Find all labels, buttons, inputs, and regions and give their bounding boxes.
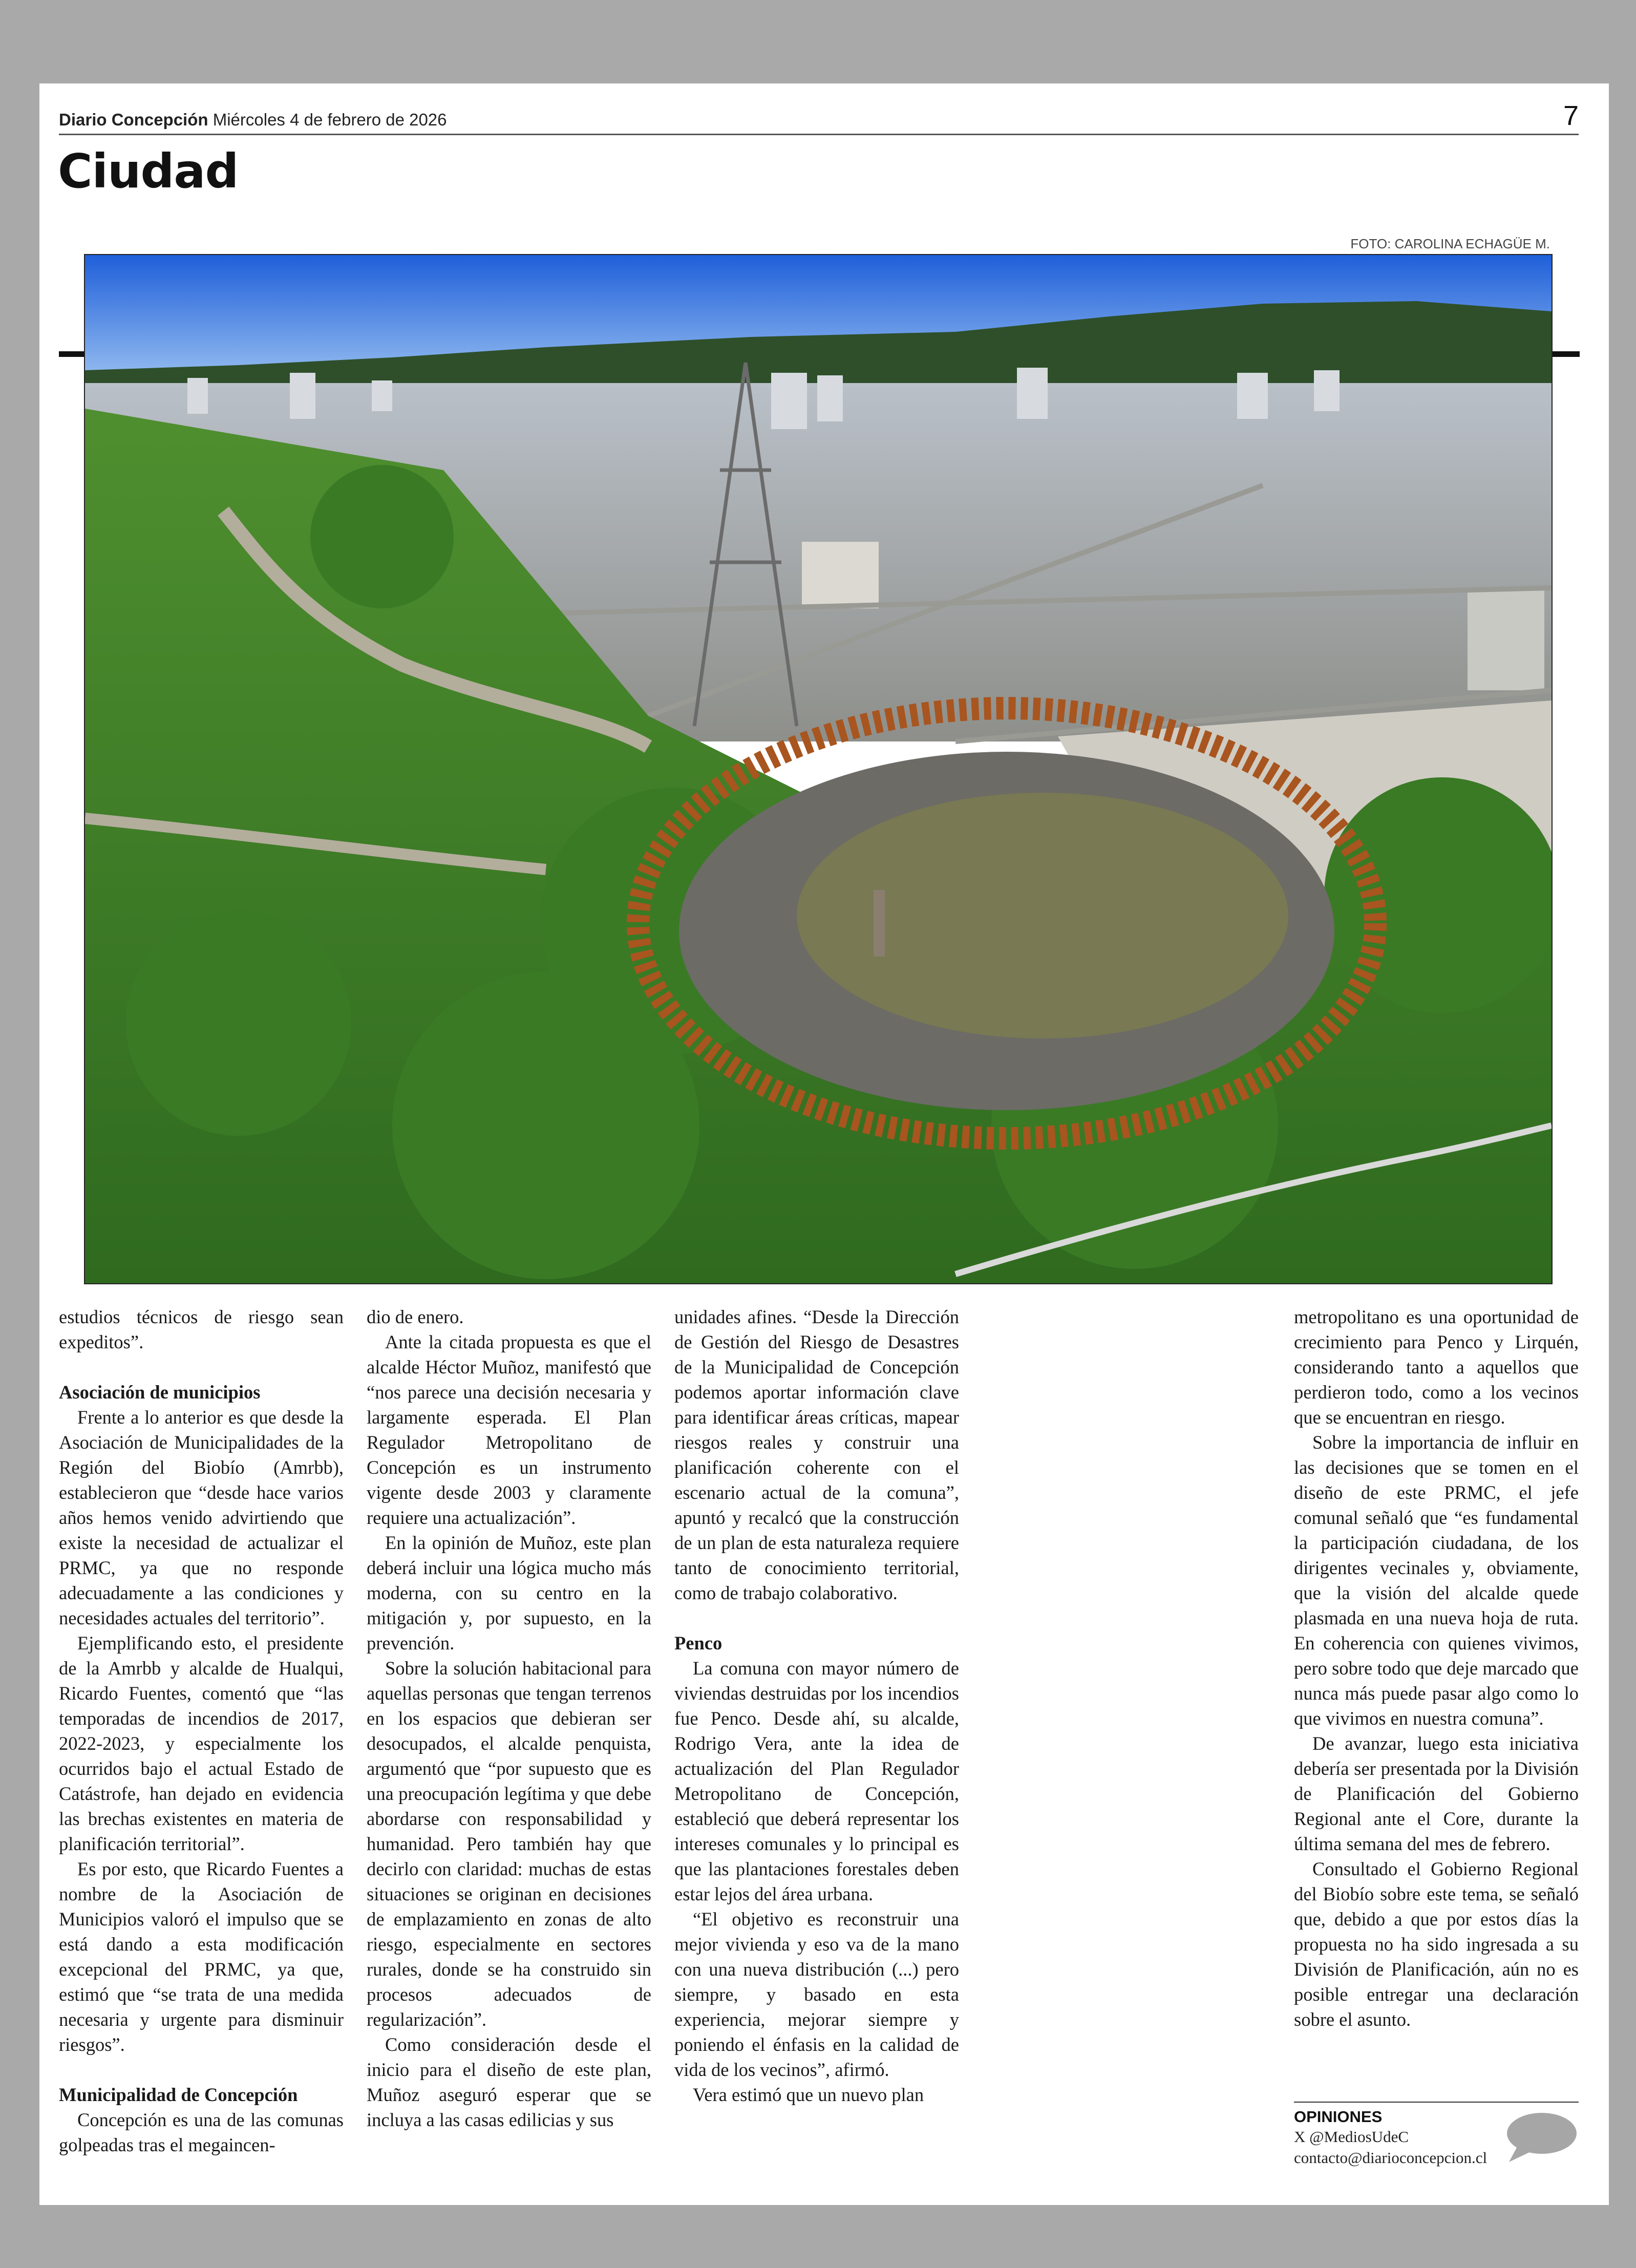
paragraph: Frente a lo anterior es que desde la Asociación de Municipalidades de la Región del Biobío (Amrbb), establecieron que “desde hace varios años hemos venido advirtiendo que existe la necesidad de actualizar el PRMC, ya que no responde adecuadamente a las condiciones y necesidades actuales del territorio”. bbox=[59, 1407, 344, 1628]
masthead bbox=[59, 110, 447, 130]
issue-date: Miércoles 4 de febrero de 2026 bbox=[213, 110, 447, 129]
paragraph: unidades afines. “Desde la Dirección de Gestión del Riesgo de Desastres de la Municipalidad de Concepción podemos aportar información clave para identificar áreas críticas, mapear riesgos reales y construir una planificación coherente con el escenario actual de la comuna”, apuntó y recalcó que la construcción de un plan de esta naturaleza requiere tanto de conocimiento territorial, como de trabajo colaborativo. bbox=[674, 1306, 959, 1603]
paragraph: Vera estimó que un nuevo plan bbox=[693, 2084, 924, 2105]
paragraph: Ejemplificando esto, el presidente de la Amrbb y alcalde de Hualqui, Ricardo Fuentes, comentó que “las temporadas de incendios de 2017, 2022-2023, y especialmente los ocurridos bajo el actual Estado de Catástrofe, han dejado en evidencia las brechas existentes en materia de planificación territorial”. bbox=[59, 1633, 344, 1854]
newspaper-page bbox=[39, 83, 1609, 2205]
section-title: Ciudad bbox=[58, 144, 239, 199]
opinions-title: OPINIONES bbox=[1294, 2108, 1383, 2126]
paragraph: estudios técnicos de riesgo sean expeditos”. bbox=[59, 1306, 344, 1352]
contact-email[interactable]: contacto@diarioconcepcion.cl bbox=[1294, 2149, 1488, 2167]
aerial-photo bbox=[84, 254, 1553, 1284]
subheading-penco: Penco bbox=[674, 1633, 723, 1654]
sculpture bbox=[874, 890, 885, 957]
section-rule-left bbox=[59, 351, 88, 357]
photo-credit: FOTO: CAROLINA ECHAGÜE M. bbox=[1350, 236, 1550, 251]
plaza-grass bbox=[797, 793, 1288, 1038]
paragraph: La comuna con mayor número de viviendas destruidas por los incendios fue Penco. Desde ahí, su alcalde, Rodrigo Vera, ante la idea de actualización del Plan Regulador Metropolitano de Concepción, estableció que deberá representar los intereses comunales y lo principal es que las plantaciones forestales deben estar lejos del área urbana. bbox=[674, 1658, 959, 1904]
paragraph: Concepción es una de las comunas golpeadas tras el megaincen- bbox=[59, 2109, 344, 2155]
paragraph: De avanzar, luego esta iniciativa debería ser presentada por la División de Planificación del Gobierno Regional ante el Core, durante la última semana del mes de febrero. bbox=[1294, 1733, 1579, 1854]
x-handle[interactable]: X @MediosUdeC bbox=[1294, 2128, 1409, 2146]
paragraph: Consultado el Gobierno Regional del Biobío sobre este tema, se señaló que, debido a que por estos días la propuesta no ha sido ingresada a su División de Planificación, aún no es posible entregar una declaración sobre el asunto. bbox=[1294, 1858, 1579, 2030]
paragraph: Es por esto, que Ricardo Fuentes a nombre de la Asociación de Municipios valoró el impulso que se está dando a esta modificación excepcional del PRMC, ya que, estimó que “se trata de una medida necesaria y urgente para disminuir riesgos”. bbox=[59, 1858, 344, 2055]
paragraph: Ante la citada propuesta es que el alcalde Héctor Muñoz, manifestó que “nos parece una decisión necesaria y largamente esperada. El Plan Regulador Metropolitano de Concepción es un instrumento vigente desde 2003 y claramente requiere una actualización”. bbox=[367, 1331, 651, 1528]
paragraph: Sobre la solución habitacional para aquellas personas que tengan terrenos en los espacios que debieran ser desocupados, el alcalde penquista, argumentó que “por supuesto que es una preocupación legítima y que debe abordarse con responsabilidad y humanidad. Pero también hay que decirlo con claridad: muchas de estas situaciones se originan en decisiones de emplazamiento en zonas de alto riesgo, especialmente en sectores rurales, donde se ha construido sin procesos adecuados de regularización”. bbox=[367, 1658, 651, 2030]
article-column-5 bbox=[1294, 1304, 1579, 2032]
speech-bubble-icon bbox=[1502, 2112, 1579, 2163]
article-column-1 bbox=[59, 1304, 344, 2157]
paragraph: “El objetivo es reconstruir una mejor vivienda y eso va de la mano con una nueva distribución (...) pero siempre, y basado en esta experiencia, mejorar siempre y poniendo el énfasis en la calidad de vida de los vecinos”, afirmó. bbox=[674, 1909, 959, 2080]
section-rule-right bbox=[1551, 351, 1580, 357]
paragraph: Sobre la importancia de influir en las decisiones que se tomen en el diseño de este PRMC, el jefe comunal señaló que “es fundamental la participación ciudadana, de los dirigentes vecinales y, obviamente, que la visión del alcalde quede plasmada en una nueva hoja de ruta. En coherencia con quienes vivimos, pero sobre todo que deje marcado que nunca más puede pasar algo como lo que vivimos en nuestra comuna”. bbox=[1294, 1432, 1579, 1729]
paragraph: dio de enero. bbox=[367, 1306, 464, 1327]
masthead-bar bbox=[59, 100, 1579, 135]
article-column-3 bbox=[674, 1304, 959, 2107]
paper-name: Diario Concepción bbox=[59, 110, 208, 129]
paragraph: metropolitano es una oportunidad de crecimiento para Penco y Lirquén, considerando tanto a aquellos que perdieron todo, como a los vecinos que se encuentran en riesgo. bbox=[1294, 1306, 1579, 1428]
page-number: 7 bbox=[1563, 100, 1579, 131]
article-column-2 bbox=[367, 1304, 651, 2132]
subheading-municipios: Asociación de municipios bbox=[59, 1382, 261, 1403]
paragraph: En la opinión de Muñoz, este plan deberá incluir una lógica mucho más moderna, con su centro en la mitigación y, por supuesto, en la prevención. bbox=[367, 1532, 651, 1654]
opinions-box bbox=[1294, 2102, 1579, 2168]
subheading-concepcion: Municipalidad de Concepción bbox=[59, 2084, 298, 2105]
paragraph: Como consideración desde el inicio para el diseño de este plan, Muñoz aseguró esperar que se incluya a las casas edilicias y sus bbox=[367, 2034, 651, 2130]
